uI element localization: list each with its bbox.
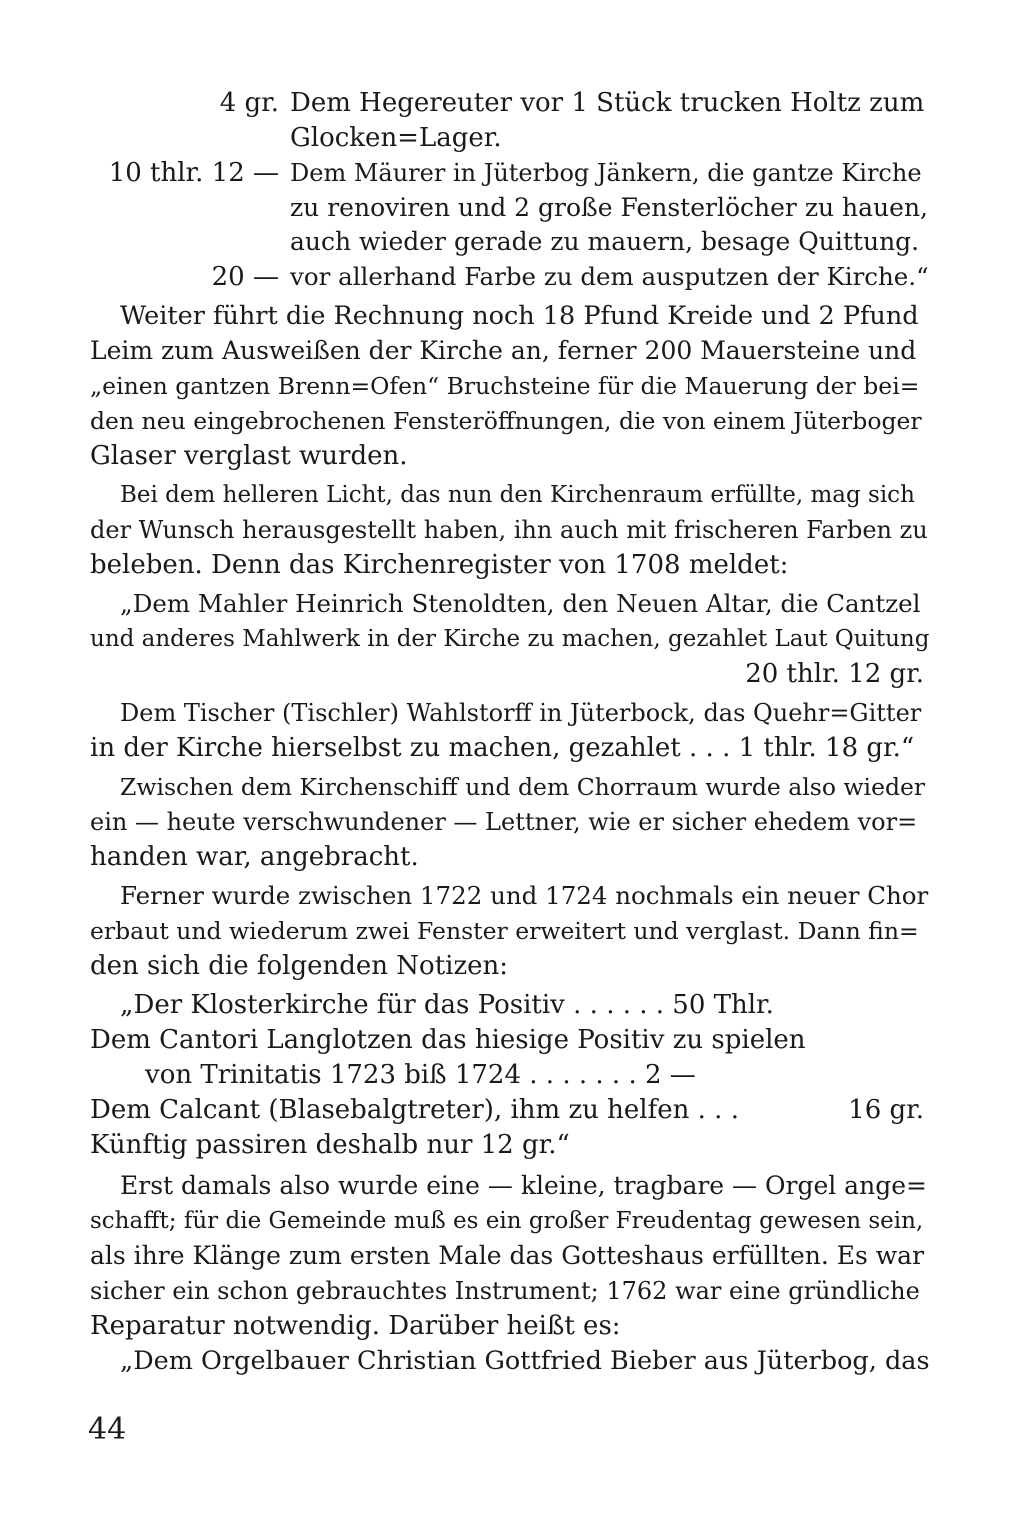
paragraph-line: Ferner wurde zwischen 1722 und 1724 nochmals ein neuer Chor	[120, 881, 929, 910]
paragraph-line: als ihre Klänge zum ersten Male das Gotteshaus erfüllten. Es war	[90, 1241, 925, 1270]
entry-text: Dem Hegereuter vor 1 Stück trucken Holtz zum	[290, 88, 925, 118]
list-item: Dem Calcant (Blasebalgtreter), ihm zu helfen . . .	[90, 1095, 739, 1125]
quote-line: Dem Tischer (Tischler) Wahlstorff in Jüterbock, das Quehr=Gitter	[120, 699, 922, 727]
paragraph-line: Bei dem helleren Licht, das nun den Kirchenraum erfüllte, mag sich	[120, 482, 915, 508]
paragraph-line: erbaut und wiederum zwei Fenster erweitert und verglast. Dann fin=	[90, 917, 919, 945]
paragraph-line: ein — heute verschwundener — Lettner, wie er sicher ehedem vor=	[90, 808, 918, 836]
list-item: „Der Klosterkirche für das Positiv . . . . . . 50 Thlr.	[120, 990, 774, 1020]
list-amount: 16 gr.	[848, 1095, 924, 1125]
list-item: Künftig passiren deshalb nur 12 gr.“	[90, 1130, 570, 1160]
paragraph-line: Leim zum Ausweißen der Kirche an, ferner 200 Mauersteine und	[90, 336, 917, 365]
entry-amount: 20 —	[211, 262, 279, 292]
paragraph-line: Reparatur notwendig. Darüber heißt es:	[90, 1311, 621, 1341]
paragraph-line: sicher ein schon gebrauchtes Instrument; 1762 war eine gründliche	[90, 1277, 920, 1305]
paragraph-line: den sich die folgenden Notizen:	[90, 951, 509, 981]
quote-line: „Dem Mahler Heinrich Stenoldten, den Neuen Altar, die Cantzel	[120, 589, 921, 618]
entry-amount: 4 gr.	[219, 88, 279, 118]
paragraph-line: beleben. Denn das Kirchenregister von 1708 meldet:	[90, 550, 789, 580]
page-number: 44	[88, 1412, 127, 1447]
paragraph-line: der Wunsch herausgestellt haben, ihn auch mit frischeren Farben zu	[90, 516, 928, 544]
paragraph-line: Glaser verglast wurden.	[90, 441, 408, 471]
list-item: Dem Cantori Langlotzen das hiesige Positiv zu spielen	[90, 1025, 806, 1055]
paragraph-line: handen war, angebracht.	[90, 842, 419, 872]
entry-text: vor allerhand Farbe zu dem ausputzen der Kirche.“	[290, 262, 929, 291]
paragraph-line: schafft; für die Gemeinde muß es ein großer Freudentag gewesen sein,	[90, 1208, 924, 1234]
list-item: von Trinitatis 1723 biß 1724 . . . . . . . 2 —	[145, 1060, 696, 1090]
entry-text: zu renoviren und 2 große Fensterlöcher zu hauen,	[290, 193, 928, 222]
paragraph-line: „Dem Orgelbauer Christian Gottfried Bieber aus Jüterbog, das	[120, 1346, 930, 1376]
quote-line: in der Kirche hierselbst zu machen, gezahlet . . . 1 thlr. 18 gr.“	[90, 733, 915, 763]
quote-line: und anderes Mahlwerk in der Kirche zu machen, gezahlet Laut Quitung	[90, 626, 930, 652]
entry-text: Glocken=Lager.	[290, 123, 502, 153]
paragraph-line: Erst damals also wurde eine — kleine, tragbare — Orgel ange=	[120, 1171, 927, 1200]
paragraph-line: Weiter führt die Rechnung noch 18 Pfund Kreide und 2 Pfund	[120, 301, 919, 331]
entry-text: Dem Mäurer in Jüterbog Jänkern, die gantze Kirche	[290, 159, 922, 187]
paragraph-line: den neu eingebrochenen Fensteröffnungen, die von einem Jüterboger	[90, 407, 922, 435]
entry-text: auch wieder gerade zu mauern, besage Quittung.	[290, 227, 920, 256]
paragraph-line: „einen gantzen Brenn=Ofen“ Bruchsteine für die Mauerung der bei=	[90, 372, 920, 400]
paragraph-line: Zwischen dem Kirchenschiff und dem Chorraum wurde also wieder	[120, 773, 926, 801]
quote-amount: 20 thlr. 12 gr.	[745, 659, 924, 689]
entry-amount: 10 thlr. 12 —	[108, 158, 279, 188]
